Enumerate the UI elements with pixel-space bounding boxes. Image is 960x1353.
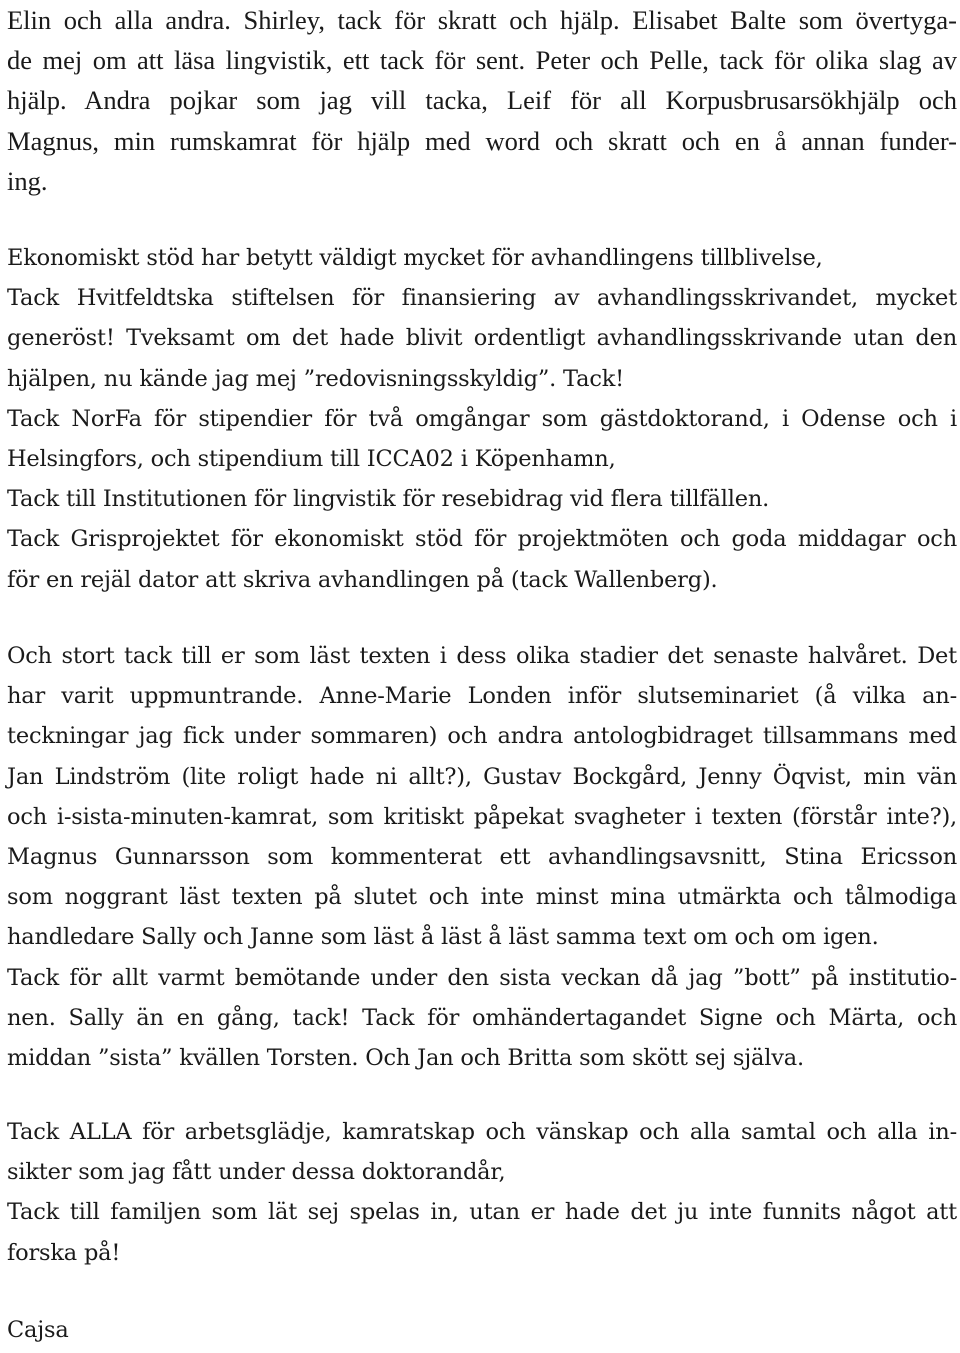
text-line: nen. Sally än en gång, tack! Tack för omhändertagandet Signe och Märta, och [7, 1004, 957, 1031]
text-line: Tack Hvitfeldtska stiftelsen för finansiering av avhandlingsskrivandet, mycket [7, 285, 957, 312]
text-line: sikter som jag fått under dessa doktorandår, [7, 1159, 506, 1186]
signature-name [7, 1310, 957, 1350]
signature-text: Cajsa [7, 1317, 69, 1343]
text-line: Tack till Institutionen för lingvistik för resebidrag vid flera tillfällen. [7, 486, 770, 513]
text-line: hjälp. Andra pojkar som jag vill tacka, Leif för all Korpusbrusarsökhjälp och [7, 85, 957, 116]
text-line: för en rejäl dator att skriva avhandlingen på (tack Wallenberg). [7, 566, 718, 593]
text-line: Ekonomiskt stöd har betytt väldigt mycket för avhandlingens tillblivelse, [7, 245, 823, 271]
text-line: Tack till familjen som lät sej spelas in, utan er hade det ju inte funnits något att [7, 1199, 957, 1226]
paragraph-financial-support [7, 238, 957, 600]
text-line: som noggrant läst texten på slutet och inte minst mina utmärkta och tålmodiga [7, 884, 957, 911]
text-line: har varit uppmuntrande. Anne-Marie Londen inför slutseminariet (å vilka an- [7, 683, 957, 710]
text-line: Tack ALLA för arbetsglädje, kamratskap och vänskap och alla samtal och alla in- [7, 1119, 957, 1145]
text-line: Tack Grisprojektet för ekonomiskt stöd för projektmöten och goda middagar och [7, 526, 957, 553]
text-line: generöst! Tveksamt om det hade blivit ordentligt avhandlingsskrivande utan den [7, 325, 957, 352]
paragraph-thanks-readers [7, 636, 957, 1078]
text-line: Och stort tack till er som läst texten i dess olika stadier det senaste halvåret. Det [7, 643, 957, 669]
text-line: Tack NorFa för stipendier för två omgångar som gästdoktorand, i Odense och i [7, 405, 957, 432]
text-line: de mej om att läsa lingvistik, ett tack för sent. Peter och Pelle, tack för olika slag av [7, 45, 957, 76]
text-line: teckningar jag fick under sommaren) och andra antologbidraget tillsammans med [7, 723, 957, 750]
text-line: Magnus, min rumskamrat för hjälp med word och skratt och en å annan funder- [7, 125, 957, 156]
text-line: Helsingfors, och stipendium till ICCA02 i Köpenhamn, [7, 445, 616, 472]
text-line: ing. [7, 165, 48, 196]
text-line: Tack för allt varmt bemötande under den sista veckan då jag ”bott” på institutio- [7, 964, 957, 991]
text-line: och i-sista-minuten-kamrat, som kritiskt påpekat svagheter i texten (förstår inte?), [7, 803, 957, 830]
text-line: hjälpen, nu kände jag mej ”redovisningsskyldig”. Tack! [7, 365, 625, 392]
text-line: handledare Sally och Janne som läst å läst å läst samma text om och om igen. [7, 924, 879, 951]
paragraph-thanks-people [7, 0, 957, 201]
text-line: Elin och alla andra. Shirley, tack för skratt och hjälp. Elisabet Balte som övertyga- [7, 5, 957, 35]
text-line: Magnus Gunnarsson som kommenterat ett avhandlingsavsnitt, Stina Ericsson [7, 843, 957, 870]
text-line: Jan Lindström (lite roligt hade ni allt?), Gustav Bockgård, Jenny Öqvist, min vän [7, 763, 957, 790]
paragraph-thanks-all [7, 1112, 957, 1273]
text-line: middan ”sista” kvällen Torsten. Och Jan och Britta som skött sej själva. [7, 1044, 804, 1071]
text-line: forska på! [7, 1239, 121, 1266]
